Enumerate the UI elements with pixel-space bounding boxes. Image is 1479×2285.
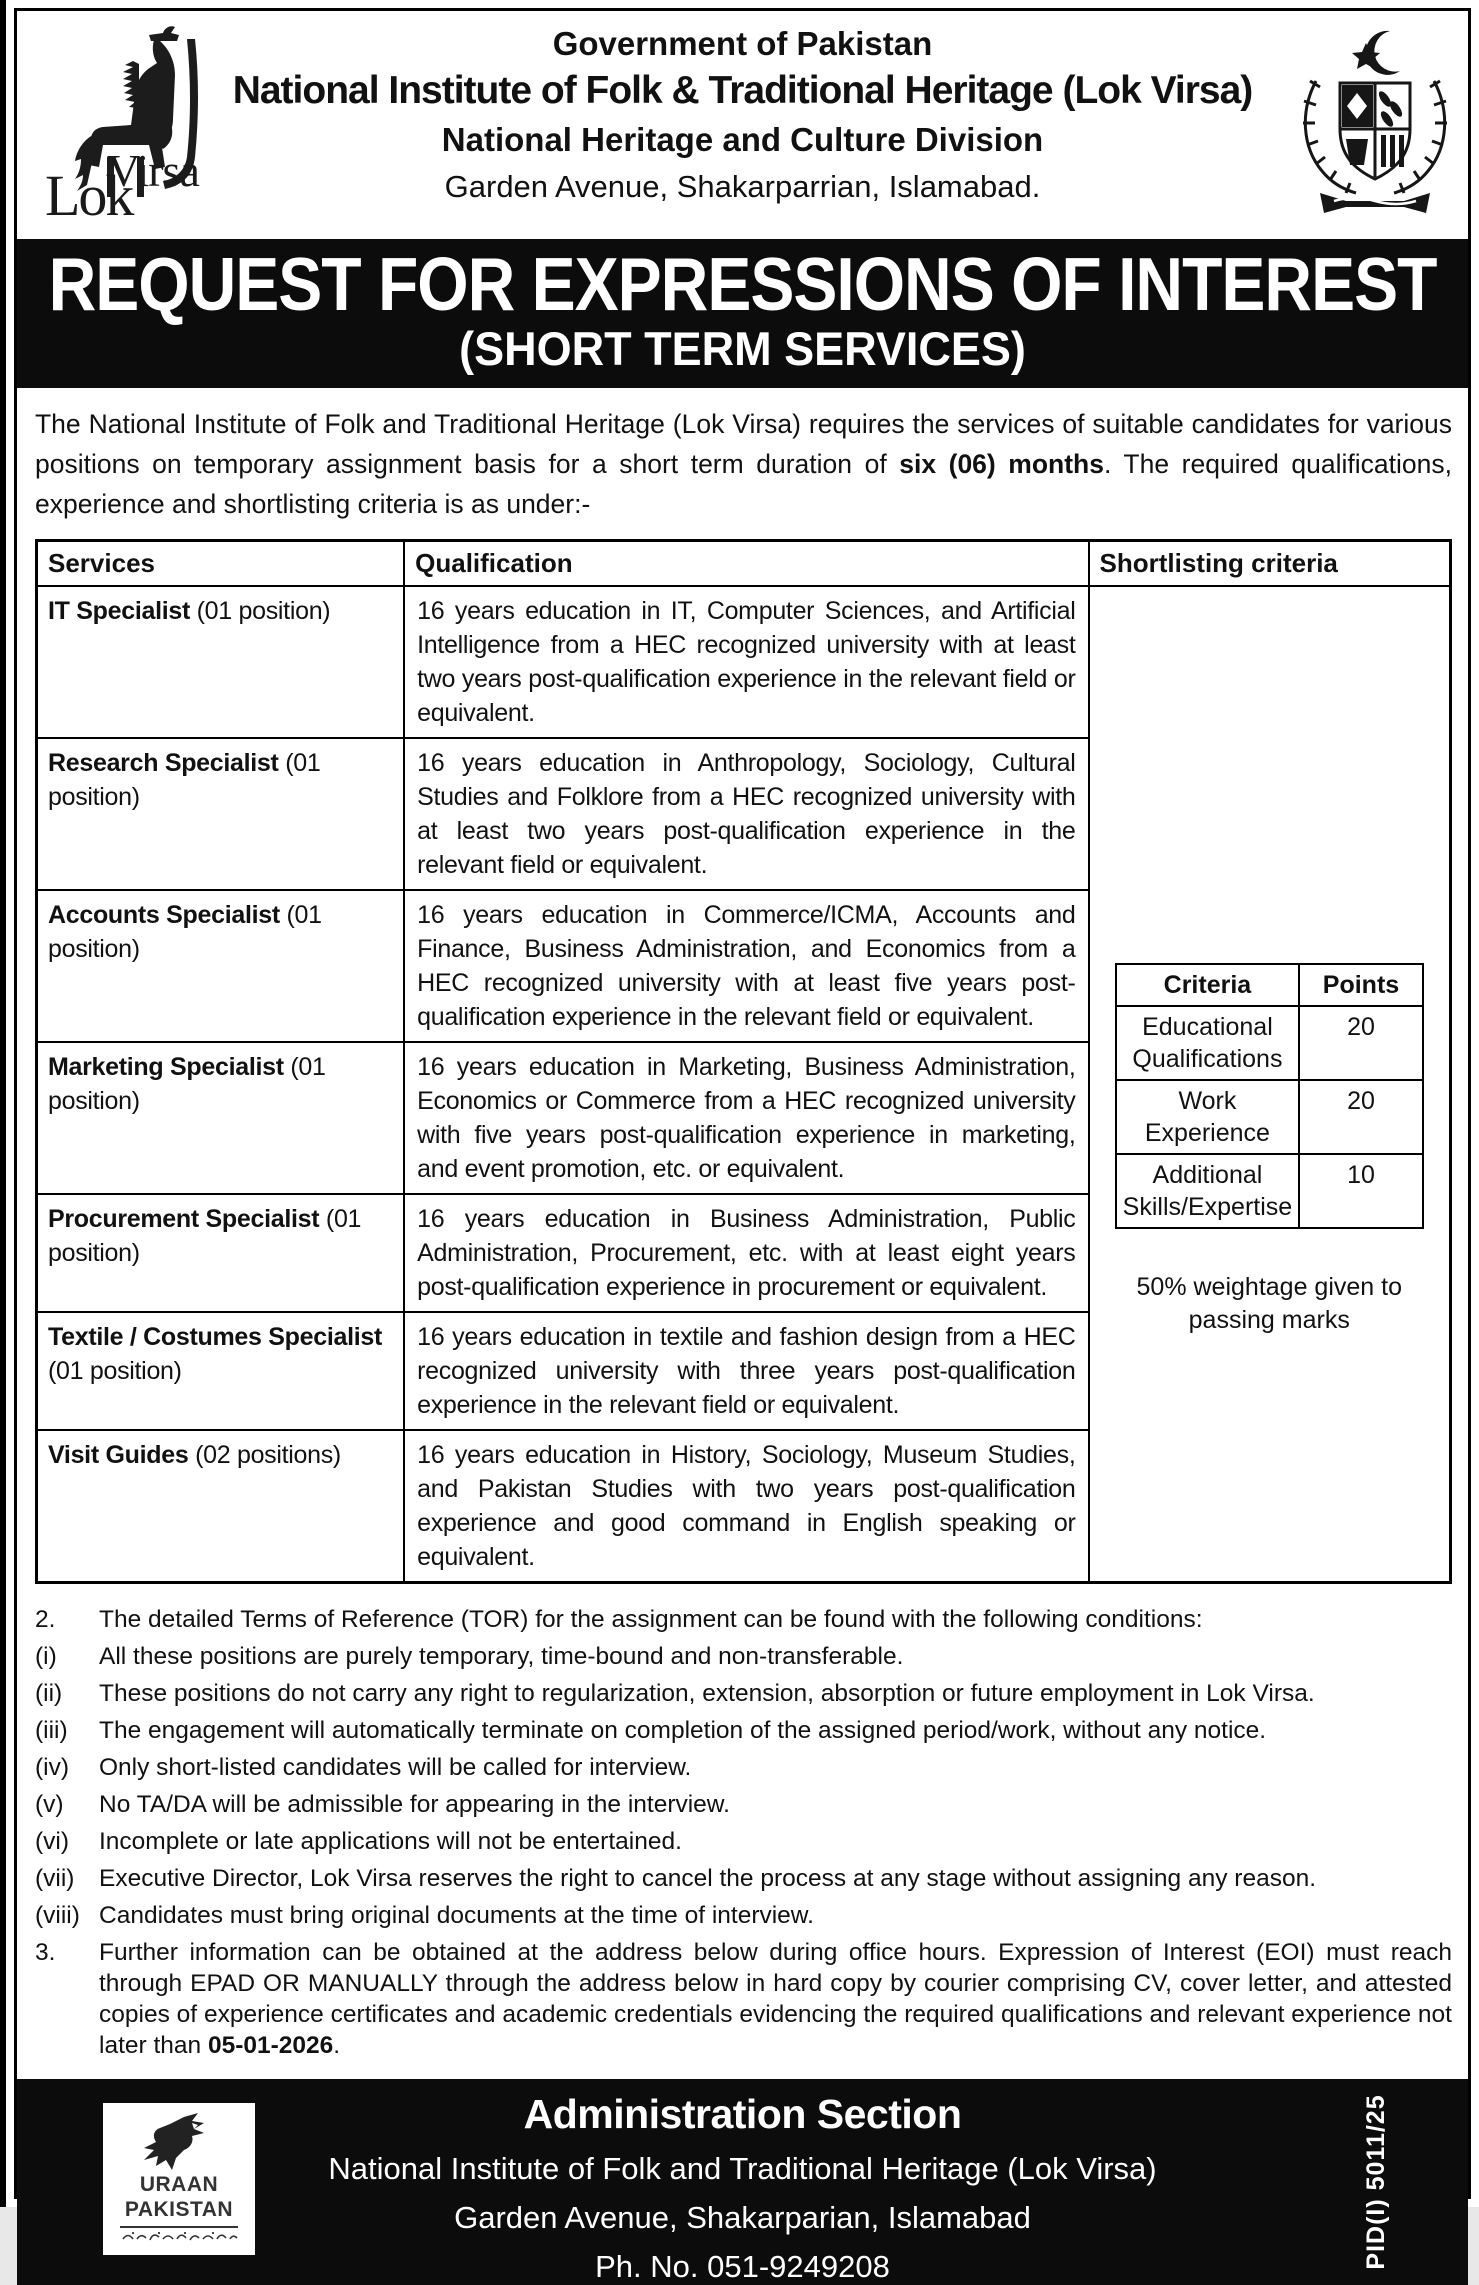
- positions-table: [35, 539, 1452, 1584]
- footer-institute-line: National Institute of Folk and Traditional Heritage (Lok Virsa): [328, 2150, 1157, 2186]
- qualification-cell: 16 years education in textile and fashion design from a HEC recognized university with three years post-qualification experience in the relevant field or equivalent.: [404, 1312, 1088, 1430]
- intro-pre: The National Institute of Folk and Traditional Heritage (Lok Virsa) requires the services of suitable candidates for various positions on temporary assignment basis for a short term duration of: [35, 408, 1452, 480]
- condition-label: (iii): [35, 1716, 68, 1744]
- condition-label: (i): [35, 1642, 57, 1670]
- footer-admin-band: [17, 2079, 1468, 2285]
- condition-item: [35, 1863, 1452, 1894]
- condition-item: [35, 1715, 1452, 1746]
- masthead-text: [17, 25, 1468, 205]
- col-header-shortlisting: Shortlisting criteria: [1089, 540, 1451, 586]
- qualification-cell: 16 years education in History, Sociology, Museum Studies, and Pakistan Studies with two years post-qualification experience and good command in English speaking or equivalent.: [404, 1430, 1088, 1583]
- qualification-cell: 16 years education in Anthropology, Sociology, Cultural Studies and Folklore from a HEC recognized university with at least two years post-qualification experience in the relevant field or equivalent.: [404, 738, 1088, 890]
- criteria-label: Educational Qualifications: [1116, 1006, 1300, 1080]
- urdu-tagline-decoration: [119, 2230, 239, 2244]
- condition-text: Further information can be obtained at the address below during office hours. Expression of Interest (EOI) must reach through EPAD OR MANUALLY through the address below in hard copy by courier comprising CV, cover letter, and attested copies of experience certificates and academic credentials evidencing the required qualifications and relevant experience not later than 05-01-2026.: [99, 1938, 1452, 2059]
- institute-line: National Institute of Folk & Traditional Heritage (Lok Virsa): [232, 69, 1253, 112]
- qualification-cell: 16 years education in IT, Computer Sciences, and Artificial Intelligence from a HEC recognized university with at least two years post-qualification experience in the relevant field or equivalent.: [404, 586, 1088, 738]
- criteria-label: Additional Skills/Expertise: [1116, 1154, 1300, 1228]
- service-cell: Visit Guides (02 positions): [37, 1430, 405, 1583]
- table-header-row: [37, 540, 1451, 586]
- condition-item: [35, 1641, 1452, 1672]
- address-line: Garden Avenue, Shakarparrian, Islamabad.: [444, 169, 1041, 204]
- pid-number: PID(I) 5011/25: [1361, 2093, 1390, 2270]
- govt-line: Government of Pakistan: [552, 25, 933, 62]
- condition-item: [35, 1900, 1452, 1931]
- condition-label: (viii): [35, 1901, 80, 1929]
- criteria-row: [1116, 1154, 1423, 1228]
- condition-text: Executive Director, Lok Virsa reserves the right to cancel the process at any stage without assigning any reason.: [99, 1864, 1317, 1892]
- condition-label: (v): [35, 1790, 64, 1818]
- qualification-cell: 16 years education in Marketing, Business Administration, Economics or Commerce from a HEC recognized university with five years post-qualification experience in marketing, and event promotion, etc. or equivalent.: [404, 1042, 1088, 1194]
- criteria-points: 10: [1299, 1154, 1423, 1228]
- condition-text: All these positions are purely temporary, time-bound and non-transferable.: [99, 1642, 904, 1670]
- col-header-services: Services: [37, 540, 405, 586]
- condition-text: Only short-listed candidates will be called for interview.: [99, 1753, 692, 1781]
- pakistan-emblem-icon: [1286, 21, 1464, 225]
- uraan-word: URAAN: [139, 2173, 219, 2197]
- criteria-row: [1116, 1080, 1423, 1154]
- table-row: [37, 586, 1451, 738]
- condition-text: The engagement will automatically terminate on completion of the assigned period/work, without any notice.: [99, 1716, 1267, 1744]
- weightage-note: 50% weightage given to passing marks: [1136, 1272, 1402, 1334]
- footer-section-title: Administration Section: [523, 2090, 962, 2137]
- lokvirsa-logo-word-lok: Lok: [45, 163, 133, 228]
- uraan-pakistan-logo: [103, 2103, 255, 2255]
- service-cell: Research Specialist (01 position): [37, 738, 405, 890]
- service-cell: Marketing Specialist (01 position): [37, 1042, 405, 1194]
- ad-title: REQUEST FOR EXPRESSIONS OF INTEREST: [48, 241, 1437, 327]
- condition-label: (vii): [35, 1864, 75, 1892]
- title-banner: [17, 239, 1468, 388]
- ad-subtitle: (SHORT TERM SERVICES): [459, 321, 1026, 376]
- lokvirsa-logo-word-virsa: Virsa: [107, 145, 199, 196]
- service-cell: Procurement Specialist (01 position): [37, 1194, 405, 1312]
- condition-item: [35, 1826, 1452, 1857]
- criteria-label: Work Experience: [1116, 1080, 1300, 1154]
- deadline-date: 05-01-2026: [207, 2031, 334, 2059]
- service-cell: Textile / Costumes Specialist (01 position): [37, 1312, 405, 1430]
- newspaper-column-rule: [0, 0, 6, 2207]
- condition-item: [35, 1937, 1452, 2061]
- uraan-logo-rule: [120, 2226, 238, 2228]
- condition-label: 2.: [35, 1605, 56, 1633]
- conditions-list: [17, 1594, 1468, 2071]
- criteria-points: 20: [1299, 1006, 1423, 1080]
- condition-text: The detailed Terms of Reference (TOR) for the assignment can be found with the following conditions:: [99, 1605, 1203, 1633]
- condition-item: [35, 1604, 1452, 1635]
- condition-item: [35, 1789, 1452, 1820]
- pakistan-word: PAKISTAN: [124, 2198, 234, 2222]
- uraan-bird-icon: [140, 2113, 218, 2171]
- criteria-points-table: [1115, 963, 1424, 1229]
- criteria-points: 20: [1299, 1080, 1423, 1154]
- condition-label: (iv): [35, 1753, 70, 1781]
- qualification-cell: 16 years education in Business Administration, Public Administration, Procurement, etc. with at least eight years post-qualification experience in procurement or equivalent.: [404, 1194, 1088, 1312]
- condition-label: (ii): [35, 1679, 63, 1707]
- criteria-col-header: Criteria: [1116, 964, 1300, 1006]
- points-col-header: Points: [1299, 964, 1423, 1006]
- service-cell: IT Specialist (01 position): [37, 586, 405, 738]
- condition-item: [35, 1752, 1452, 1783]
- condition-label: 3.: [35, 1938, 56, 1966]
- service-cell: Accounts Specialist (01 position): [37, 890, 405, 1042]
- col-header-qualification: Qualification: [404, 540, 1088, 586]
- footer-address-line: Garden Avenue, Shakarparian, Islamabad: [454, 2199, 1031, 2235]
- condition-text: Candidates must bring original documents at the time of interview.: [99, 1901, 814, 1929]
- intro-paragraph: [17, 388, 1468, 533]
- condition-text: Incomplete or late applications will not be entertained.: [99, 1827, 682, 1855]
- intro-bold-duration: six (06) months: [899, 449, 1104, 480]
- criteria-row: [1116, 1006, 1423, 1080]
- ad-frame: [14, 8, 1471, 2284]
- qualification-cell: 16 years education in Commerce/ICMA, Accounts and Finance, Business Administration, and Economics from a HEC recognized university with at least five years post-qualification experience in the relevant field or equivalent.: [404, 890, 1088, 1042]
- footer-phone-line: Ph. No. 051-9249208: [595, 2248, 890, 2284]
- shortlisting-cell: [1089, 586, 1451, 1583]
- criteria-header-row: [1116, 964, 1423, 1006]
- condition-label: (vi): [35, 1827, 70, 1855]
- intro-post: . The required qualifications, experience and shortlisting criteria is as under:-: [35, 449, 1452, 520]
- condition-text: No TA/DA will be admissible for appearing in the interview.: [99, 1790, 730, 1818]
- condition-text: These positions do not carry any right to regularization, extension, absorption or future employment in Lok Virsa.: [99, 1679, 1315, 1707]
- division-line: National Heritage and Culture Division: [441, 121, 1044, 158]
- condition-item: [35, 1678, 1452, 1709]
- masthead: [17, 11, 1468, 239]
